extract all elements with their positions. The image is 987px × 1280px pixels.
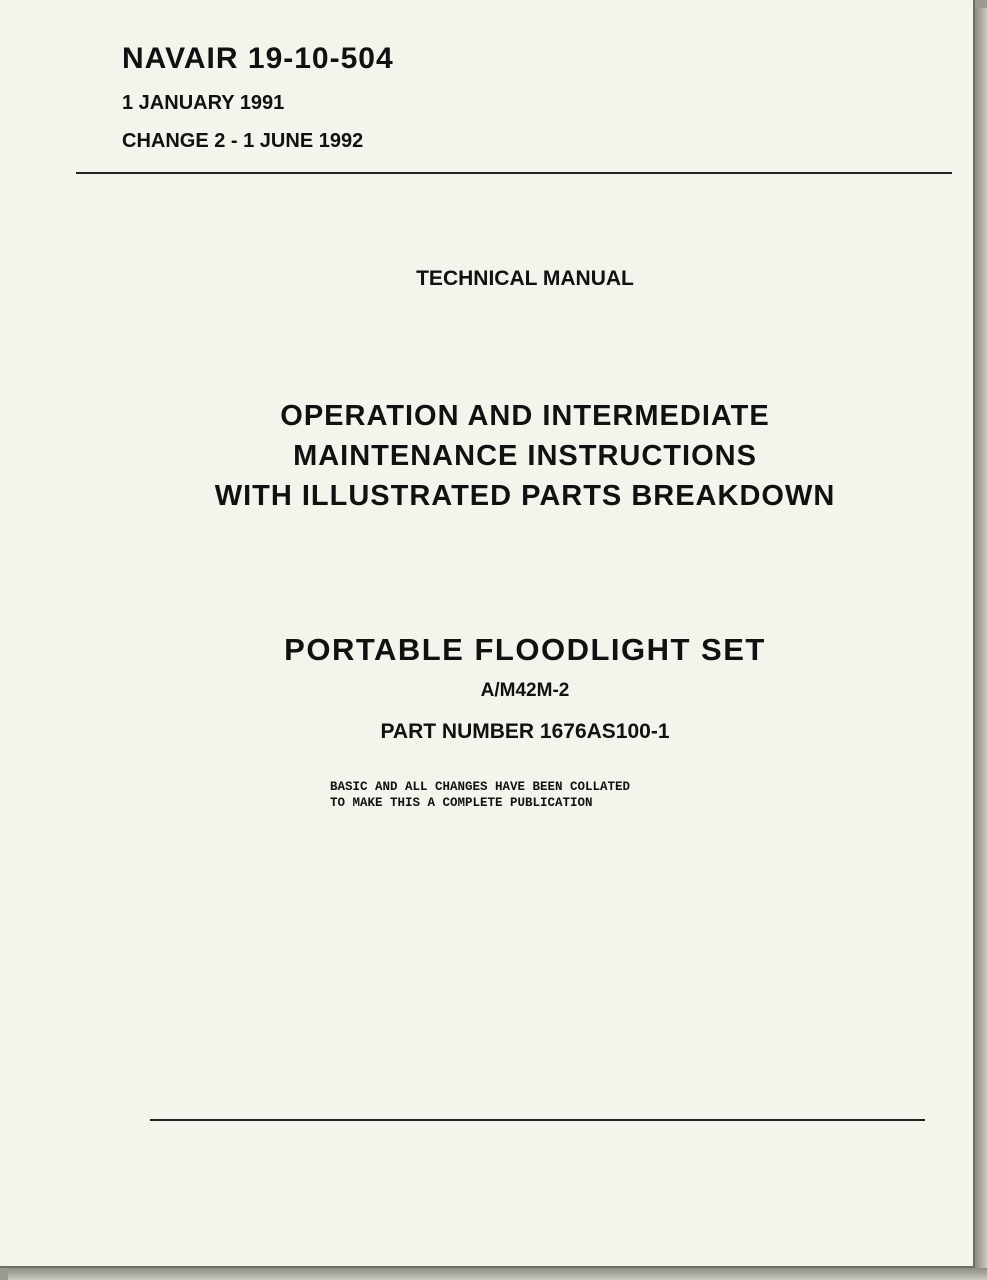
part-number: PART NUMBER 1676AS100-1 xyxy=(380,720,670,743)
equipment-name: PORTABLE FLOODLIGHT SET xyxy=(284,632,766,667)
document-number: NAVAIR 19-10-504 xyxy=(122,42,394,75)
top-divider xyxy=(76,172,952,174)
publication-date: 1 JANUARY 1991 xyxy=(122,92,285,114)
collation-note-line-1: BASIC AND ALL CHANGES HAVE BEEN COLLATED xyxy=(330,780,631,794)
model-designation: A/M42M-2 xyxy=(480,680,570,701)
title-line-1: OPERATION AND INTERMEDIATE xyxy=(280,400,770,432)
title-line-3: WITH ILLUSTRATED PARTS BREAKDOWN xyxy=(214,480,836,512)
change-notice: CHANGE 2 - 1 JUNE 1992 xyxy=(122,130,364,152)
manual-type: TECHNICAL MANUAL xyxy=(416,267,634,290)
page-shadow-bottom xyxy=(8,1268,987,1280)
bottom-divider xyxy=(150,1119,925,1121)
page-shadow-right xyxy=(975,8,987,1280)
title-line-2: MAINTENANCE INSTRUCTIONS xyxy=(293,440,757,472)
collation-note-line-2: TO MAKE THIS A COMPLETE PUBLICATION xyxy=(330,796,593,810)
